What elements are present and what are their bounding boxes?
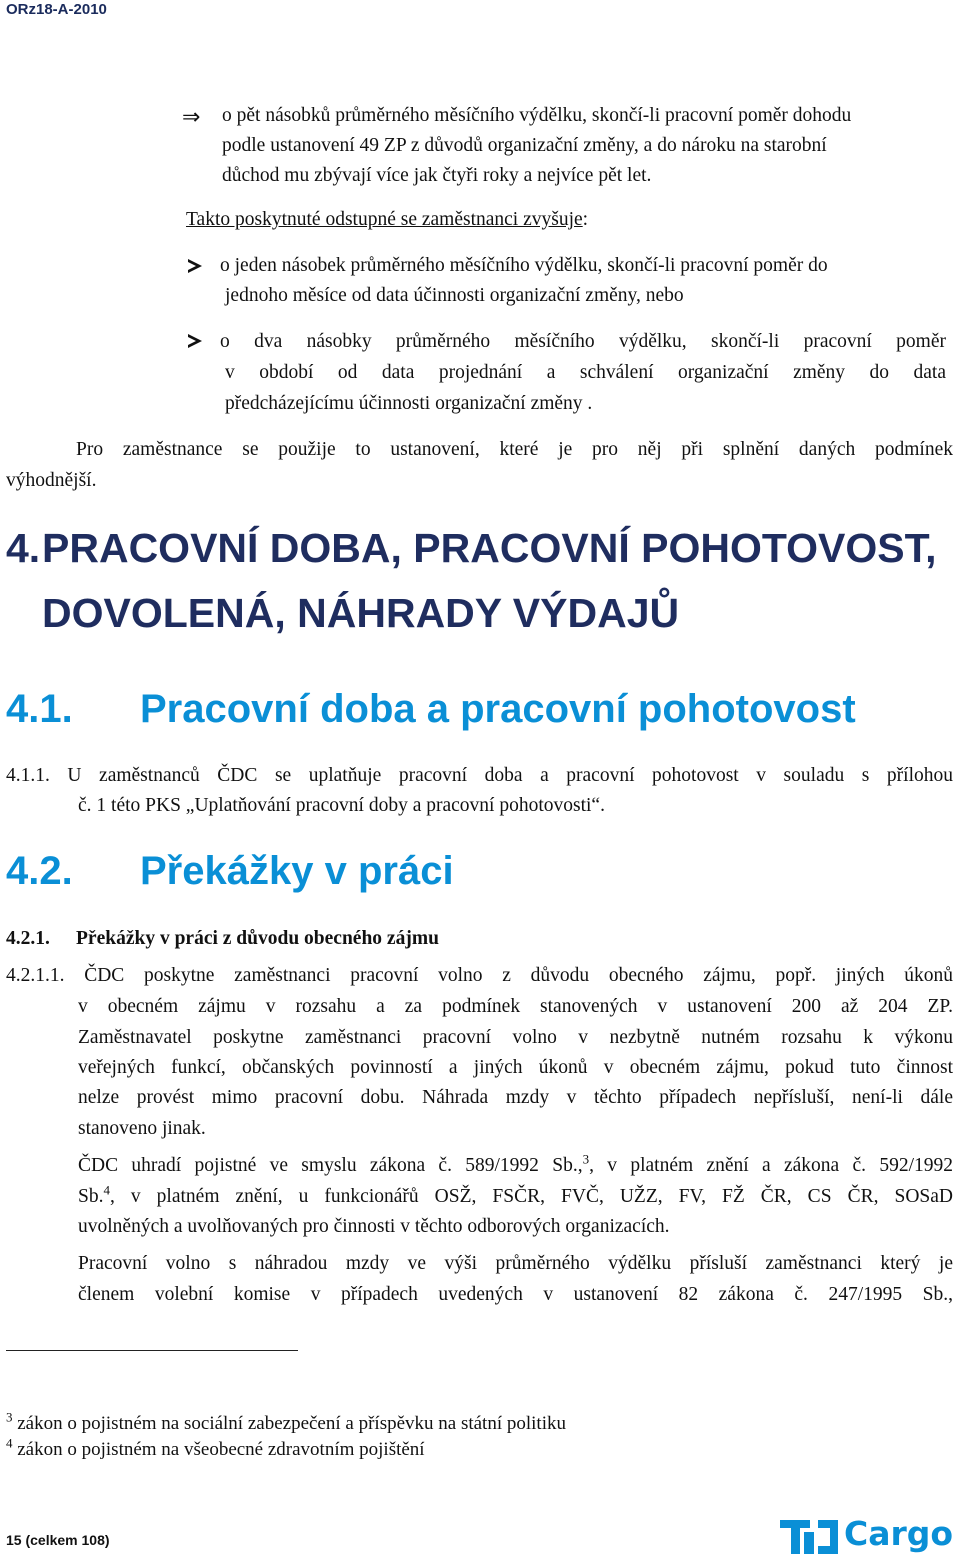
chapter-title-line2: DOVOLENÁ, NÁHRADY VÝDAJŮ xyxy=(42,590,680,636)
cargo-logo xyxy=(780,1514,956,1553)
increase-item-1-line2: jednoho měsíce od data účinnosti organizační změny, nebo xyxy=(225,285,684,306)
footnote-3-text: zákon o pojistném na sociální zabezpečení a příspěvku na státní politiku xyxy=(17,1413,566,1434)
p4211-line3: Zaměstnavatel poskytne zaměstnanci pracovní volno v nezbytně nutném rozsahu k výkonu xyxy=(78,1027,953,1048)
p4211-line6: stanoveno jinak. xyxy=(78,1118,206,1139)
p411-line2: č. 1 této PKS „Uplatňování pracovní doby a pracovní pohotovosti“. xyxy=(78,795,605,816)
pro-line2: výhodnější. xyxy=(6,470,97,491)
p-cdc-line1 xyxy=(78,1151,953,1181)
section-number-4-2: 4.2. xyxy=(6,849,73,893)
p-cdc-line3: uvolněných a uvolňovaných pro činnosti v těchto odborových organizacích. xyxy=(78,1216,670,1237)
increase-intro-colon: : xyxy=(582,209,589,230)
section-title-4-2: Překážky v práci xyxy=(140,849,454,893)
footnote-4-text: zákon o pojistném na všeobecné zdravotním pojištění xyxy=(17,1439,425,1460)
footnote-4 xyxy=(6,1437,425,1462)
increase-item-2-line1: o dva násobky průměrného měsíčního výdělku, skončí-li pracovní poměr xyxy=(220,331,946,352)
p-cdc-line2 xyxy=(78,1182,953,1212)
increase-intro-text: Takto poskytnuté odstupné se zaměstnanci zvyšuje xyxy=(186,209,583,230)
increase-item-1-line1: o jeden násobek průměrného měsíčního výdělku, skončí-li pracovní poměr do xyxy=(220,255,828,276)
p-volno-line1: Pracovní volno s náhradou mzdy ve výši průměrného výdělku přísluší zaměstnanci který je xyxy=(78,1253,953,1274)
document-code: ORz18-A-2010 xyxy=(6,1,107,18)
cargo-logo-text: Cargo xyxy=(844,1514,954,1553)
increase-item-2-line3: předcházejícímu účinnosti organizační změny . xyxy=(225,393,593,414)
chapter-title-line1: PRACOVNÍ DOBA, PRACOVNÍ POHOTOVOST, xyxy=(42,525,937,571)
subsection-number-4-2-1: 4.2.1. xyxy=(6,928,50,949)
triangle-bullet-icon xyxy=(188,259,202,273)
footnote-3-number: 3 xyxy=(6,1409,13,1425)
p4211-line5: nelze provést mimo pracovní dobu. Náhrada mzdy v těchto případech nepřísluší, není-li dále xyxy=(78,1087,953,1108)
footnote-4-number: 4 xyxy=(6,1435,13,1451)
footnote-separator xyxy=(6,1350,298,1351)
top-item-line2: podle ustanovení 49 ZP z důvodů organizační změny, a do nároku na starobní xyxy=(222,135,827,156)
footnote-ref-3[interactable]: 3 xyxy=(582,1151,590,1167)
chapter-number: 4. xyxy=(6,525,41,571)
increase-item-2-line2: v období od data projednání a schválení organizační změny do data xyxy=(225,362,946,383)
p-cdc-line2a: Sb. xyxy=(78,1186,104,1207)
p411-line1: 4.1.1. U zaměstnanců ČDC se uplatňuje pracovní doba a pracovní pohotovost v souladu s přílohou xyxy=(6,765,953,786)
triangle-bullet-icon xyxy=(188,334,202,348)
p4211-line4: veřejných funkcí, občanských povinností a jiných úkonů v obecném zájmu, pokud tuto činnost xyxy=(78,1057,953,1078)
p4211-line2: v obecném zájmu v rozsahu a za podmínek stanovených v ustanovení 200 až 204 ZP. xyxy=(78,996,953,1017)
section-title-4-1: Pracovní doba a pracovní pohotovost xyxy=(140,687,856,731)
subsection-title-4-2-1: Překážky v práci z důvodu obecného zájmu xyxy=(76,928,439,949)
page-number: 15 (celkem 108) xyxy=(6,1532,110,1548)
p-volno-line2: členem volební komise v případech uvedených v ustanovení 82 zákona č. 247/1995 Sb., xyxy=(78,1284,953,1305)
top-item-line3: důchod mu zbývají více jak čtyři roky a nejvíce pět let. xyxy=(222,165,652,186)
p-cdc-line1a: ČDC uhradí pojistné ve smyslu zákona č. 589/1992 Sb., xyxy=(78,1155,583,1176)
increase-intro xyxy=(186,205,588,235)
top-item-line1: o pět násobků průměrného měsíčního výdělku, skončí-li pracovní poměr dohodu xyxy=(222,105,852,126)
section-number-4-1: 4.1. xyxy=(6,687,73,731)
footnote-3 xyxy=(6,1411,566,1436)
p4211-line1: 4.2.1.1. ČDC poskytne zaměstnanci pracovní volno z důvodu obecného zájmu, popř. jiných úkonů xyxy=(6,965,953,986)
p-cdc-line2b: , v platném znění, u funkcionářů OSŽ, FSČR, FVČ, UŽZ, FV, FŽ ČR, CS ČR, SOSaD xyxy=(109,1186,953,1207)
arrow-bullet-icon: ⇒ xyxy=(182,105,201,130)
footnote-ref-4[interactable]: 4 xyxy=(103,1182,110,1198)
pro-line1: Pro zaměstnance se použije to ustanovení, které je pro něj při splnění daných podmínek xyxy=(76,439,953,460)
p-cdc-line1b: , v platném znění a zákona č. 592/1992 xyxy=(589,1155,953,1176)
